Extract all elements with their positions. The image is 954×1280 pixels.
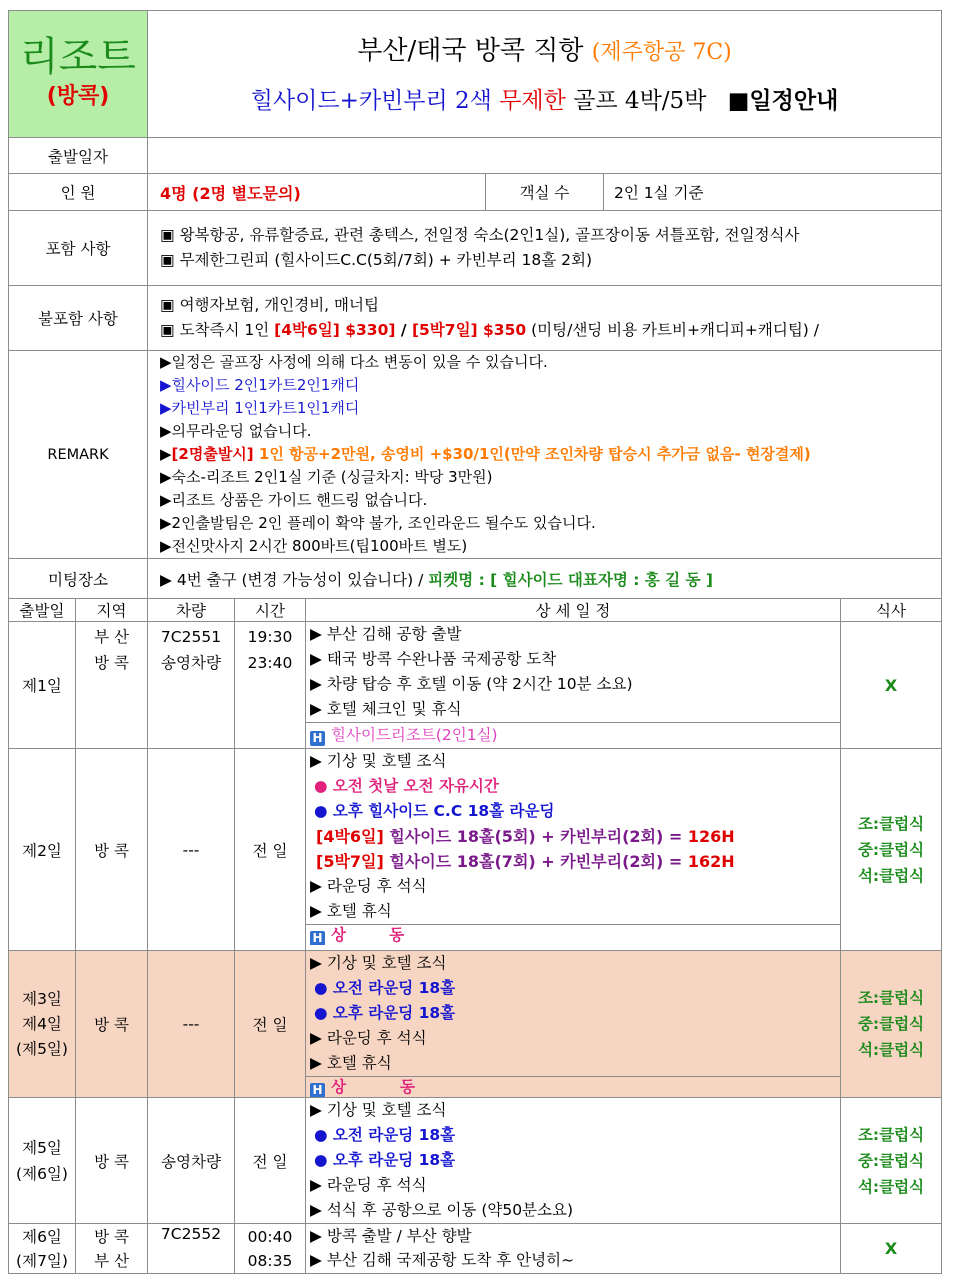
subtitle-golf: 골프 4박/5박 (573, 88, 707, 114)
day1-time-arrive: 23:40 (247, 654, 293, 672)
hotel-icon: H (310, 931, 325, 945)
meeting-exit: ▶ 4번 출구 (변경 가능성이 있습니다) / (160, 570, 429, 589)
day3-meal (841, 951, 942, 1098)
remark-line: ▶힐사이드 2인1카트2인1캐디 (160, 376, 360, 394)
col-time: 시간 (235, 599, 306, 622)
day2-region: 방 콕 (76, 749, 148, 951)
meeting-label: 미팅장소 (9, 559, 148, 599)
schedule-line: ▶ 호텔 휴식 (310, 1054, 392, 1072)
day2-plan-4n-detail: 힐사이드 18홀(5회) + 카빈부리(2회) = (383, 827, 688, 846)
meal-dinner: 석:클럽식 (857, 1041, 925, 1059)
day1-hotel-name: 힐사이드리조트(2인1실) (331, 726, 498, 744)
subtitle-guide: ■일정안내 (727, 88, 839, 114)
include-line: ▣ 왕복항공, 유류할증료, 관련 총텍스, 전일정 숙소(2인1실), 골프장이동 셔틀포함, 전일정식사 (160, 226, 800, 244)
day5-region: 방 콕 (76, 1098, 148, 1224)
exclude-line (156, 318, 941, 343)
remark-line: ▶일정은 골프장 사정에 의해 다소 변동이 있을 수 있습니다. (160, 353, 548, 371)
meal-lunch: 중:클럽식 (857, 1151, 925, 1170)
people-value: 4명 (2명 별도문의) (148, 174, 486, 211)
day5-label (9, 1098, 76, 1224)
day1-region (76, 622, 148, 749)
exclude-sep: / (395, 321, 412, 339)
schedule-line: ▶ 라운딩 후 석식 (310, 1176, 427, 1194)
day1-meal: X (841, 622, 942, 749)
subtitle-unlimited: 무제한 (499, 88, 566, 114)
day6-meal: X (841, 1224, 942, 1274)
schedule-line: ▶ 호텔 휴식 (310, 902, 392, 920)
meal-lunch: 중:클럽식 (857, 1015, 925, 1033)
meal-dinner: 석:클럽식 (857, 1177, 925, 1196)
day2-time: 전 일 (235, 749, 306, 951)
summary-table (8, 10, 942, 599)
hotel-icon: H (310, 731, 325, 746)
meeting-picket: 피켓명 : [ 힐사이드 대표자명 : 홍 길 동 ] (428, 570, 714, 589)
brand-title: 리조트 (20, 34, 136, 80)
meal-dinner: 석:클럽식 (857, 866, 925, 885)
day6-vehicle: 7C2552 (148, 1224, 235, 1274)
day1-hotel (306, 722, 841, 748)
day6-detail (306, 1224, 841, 1274)
col-region: 지역 (76, 599, 148, 622)
day5-row (9, 1098, 942, 1224)
day6-row (9, 1224, 942, 1274)
day2-hotel (306, 924, 840, 945)
day1-detail (306, 622, 841, 749)
day3-label-c: (제5일) (16, 1039, 68, 1058)
include-line: ▣ 무제한그린피 (힐사이드C.C(5회/7회) + 카빈부리 18홀 2회) (160, 251, 593, 269)
day2-vehicle: --- (148, 749, 235, 951)
day1-flight: 7C2551 (160, 628, 222, 646)
day5-label-b: (제6일) (16, 1164, 68, 1183)
schedule-line: ▶ 부산 김해 국제공항 도착 후 안녕히~ (310, 1251, 575, 1269)
schedule-line: ▶ 태국 방콕 수완나품 국제공항 도착 (310, 650, 557, 668)
exclude-note: (미팅/샌딩 비용 카트비+캐디피+캐디팁) / (526, 321, 819, 339)
col-detail: 상 세 일 정 (306, 599, 841, 622)
day2-plan-5n-total: 162H (687, 852, 735, 871)
day2-row (9, 749, 942, 951)
day1-region-from: 부 산 (94, 628, 129, 646)
schedule-line: ▶ 기상 및 호텔 조식 (310, 1101, 447, 1119)
day3-vehicle: --- (148, 951, 235, 1098)
remark-line: ▶의무라운딩 없습니다. (160, 422, 312, 440)
day1-transfer: 송영차량 (161, 654, 221, 672)
day5-vehicle: 송영차량 (148, 1098, 235, 1224)
remark-arrow: ▶ (160, 445, 172, 463)
day2-plan-5n: [5박7일] (316, 852, 384, 871)
schedule-table (8, 598, 942, 1274)
hotel-icon: H (310, 1083, 325, 1097)
meeting-value (148, 559, 942, 599)
day2-plan-4n-total: 126H (687, 827, 735, 846)
day6-time-depart: 00:40 (247, 1227, 293, 1246)
schedule-line: ● 오후 라운딩 18홀 (314, 1151, 456, 1169)
schedule-line: ● 오후 라운딩 18홀 (314, 1004, 456, 1022)
day6-time-arrive: 08:35 (247, 1251, 293, 1270)
col-meal: 식사 (841, 599, 942, 622)
schedule-line: ▶ 석식 후 공항으로 이동 (약50분소요) (310, 1201, 574, 1219)
schedule-line: ▶ 부산 김해 공항 출발 (310, 625, 462, 643)
remark-two-person: [2명출발시] (171, 445, 254, 463)
depart-value (148, 138, 942, 174)
page-title (148, 25, 941, 79)
day3-region: 방 콕 (76, 951, 148, 1098)
day6-label-b: (제7일) (16, 1251, 68, 1270)
brand-cell (9, 11, 148, 138)
day3-detail (306, 951, 841, 1098)
include-label: 포함 사항 (9, 211, 148, 286)
day5-label-a: 제5일 (22, 1138, 62, 1157)
day6-time (235, 1224, 306, 1274)
exclude-price-5n: [5박7일] $350 (411, 321, 527, 339)
col-vehicle: 차량 (148, 599, 235, 622)
day3-row (9, 951, 942, 1098)
day1-time (235, 622, 306, 749)
schedule-header (9, 599, 942, 622)
remark-line (156, 443, 941, 466)
day6-region-from: 방 콕 (94, 1227, 129, 1246)
depart-label: 출발일자 (9, 138, 148, 174)
title-cell (148, 11, 942, 138)
day2-plan-4n: [4박6일] (316, 827, 384, 846)
schedule-line: ● 오전 첫날 오전 자유시간 (314, 777, 499, 795)
exclude-line: ▣ 여행자보험, 개인경비, 매너팁 (160, 296, 379, 314)
room-label: 객실 수 (486, 174, 604, 211)
day2-hotel-name: 상 동 (331, 926, 405, 944)
include-list (148, 211, 942, 286)
schedule-line: ▶ 라운딩 후 석식 (310, 877, 427, 895)
title-airline: (제주항공 7C) (591, 40, 732, 65)
day5-time: 전 일 (235, 1098, 306, 1224)
schedule-line: ▶ 기상 및 호텔 조식 (310, 752, 447, 770)
day1-region-to: 방 콕 (94, 654, 129, 672)
day1-row (9, 622, 942, 749)
schedule-line: ▶ 기상 및 호텔 조식 (310, 954, 447, 972)
exclude-price-4n: [4박6일] $330] (274, 321, 396, 339)
day3-label (9, 951, 76, 1098)
meal-breakfast: 조:클럽식 (857, 814, 925, 833)
day2-meal (841, 749, 942, 951)
exclude-arrival: ▣ 도착즉시 1인 (160, 321, 275, 339)
remark-line: ▶카빈부리 1인1카트1인1캐디 (160, 399, 360, 417)
day1-label: 제1일 (9, 622, 76, 749)
day3-label-a: 제3일 (22, 989, 62, 1008)
page-subtitle (148, 79, 941, 123)
schedule-line (306, 849, 840, 874)
remark-line: ▶리조트 상품은 가이드 핸드링 없습니다. (160, 491, 428, 509)
remark-two-person-note: 1인 항공+2만원, 송영비 +$30/1인(만약 조인차량 탑승시 추가금 없음- 현장결제) (253, 445, 811, 463)
exclude-label: 불포함 사항 (9, 286, 148, 351)
remark-label: REMARK (9, 351, 148, 559)
remark-line: ▶숙소-리조트 2인1실 기준 (싱글차지: 박당 3만원) (160, 468, 493, 486)
day2-plan-5n-detail: 힐사이드 18홀(7회) + 카빈부리(2회) = (383, 852, 688, 871)
room-value: 2인 1실 기준 (604, 174, 942, 211)
day3-label-b: 제4일 (22, 1014, 62, 1033)
day5-detail (306, 1098, 841, 1224)
schedule-line (306, 824, 840, 849)
meal-breakfast: 조:클럽식 (857, 1125, 925, 1144)
day1-time-depart: 19:30 (247, 628, 293, 646)
day3-time: 전 일 (235, 951, 306, 1098)
day6-region (76, 1224, 148, 1274)
schedule-line: ● 오전 라운딩 18홀 (314, 1126, 456, 1144)
day5-meal (841, 1098, 942, 1224)
exclude-list (148, 286, 942, 351)
day3-hotel-name: 상 동 (331, 1078, 415, 1096)
schedule-line: ● 오전 라운딩 18홀 (314, 979, 456, 997)
schedule-line: ● 오후 힐사이드 C.C 18홀 라운딩 (314, 802, 555, 820)
day3-hotel (306, 1076, 840, 1097)
schedule-line: ▶ 차량 탑승 후 호텔 이동 (약 2시간 10분 소요) (310, 675, 633, 693)
remark-line: ▶2인출발팀은 2인 플레이 확약 불가, 조인라운드 될수도 있습니다. (160, 514, 596, 532)
subtitle-courses: 힐사이드+카빈부리 2색 (250, 88, 492, 114)
day2-detail (306, 749, 841, 951)
meal-breakfast: 조:클럽식 (857, 989, 925, 1007)
people-label: 인 원 (9, 174, 148, 211)
col-day: 출발일 (9, 599, 76, 622)
schedule-line: ▶ 방콕 출발 / 부산 향발 (310, 1227, 472, 1245)
meal-lunch: 중:클럽식 (857, 840, 925, 859)
itinerary-sheet (8, 10, 941, 1274)
schedule-line: ▶ 호텔 체크인 및 휴식 (310, 700, 462, 718)
day6-label (9, 1224, 76, 1274)
brand-subtitle: (방콕) (46, 84, 110, 109)
day1-vehicle (148, 622, 235, 749)
title-route: 부산/태국 방콕 직항 (357, 36, 584, 66)
day6-label-a: 제6일 (22, 1227, 62, 1246)
day2-label: 제2일 (9, 749, 76, 951)
day6-region-to: 부 산 (94, 1251, 129, 1270)
remark-list (148, 351, 942, 559)
schedule-line: ▶ 라운딩 후 석식 (310, 1029, 427, 1047)
remark-line: ▶전신맛사지 2시간 800바트(팁100바트 별도) (160, 537, 468, 555)
